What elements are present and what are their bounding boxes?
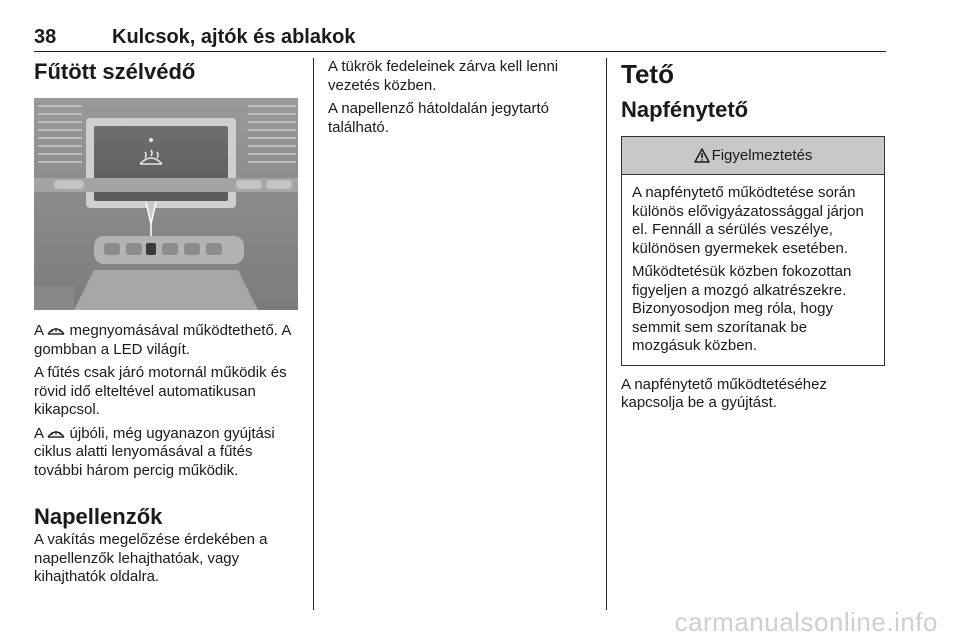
column-divider — [606, 58, 607, 610]
windscreen-defrost-icon — [47, 429, 65, 439]
warning-box — [621, 136, 885, 366]
paragraph-ticket-holder: A napellenző hátoldalán jegytartó található. — [328, 100, 550, 136]
dashboard-illustration — [34, 98, 298, 310]
windscreen-defrost-icon — [47, 326, 65, 336]
middle-column — [328, 58, 590, 142]
paragraph-sunroof-ignition: A napfénytető működtetéséhez kapcsolja be a gyújtást. — [621, 375, 827, 411]
warning-triangle-icon — [694, 148, 710, 163]
page-number: 38 — [34, 26, 57, 48]
watermark: carmanualsonline.info — [674, 607, 938, 637]
column-divider — [313, 58, 314, 610]
warning-label: Figyelmeztetés — [711, 147, 813, 164]
left-column — [34, 58, 300, 592]
paragraph-defrost-auto-off: A fűtés csak járó motornál működik és rövid idő elteltével automatikusan kikapcsol. — [34, 364, 287, 418]
right-column — [621, 58, 886, 418]
paragraph-sun-visors: A vakítás megelőzése érdekében a napellenzők lehajthatóak, vagy kihajthatók oldalra. — [34, 531, 268, 585]
chapter-title: Kulcsok, ajtók és ablakok — [112, 26, 356, 48]
subsection-heading-sunroof: Napfénytető — [621, 97, 749, 122]
warning-paragraph-caution: A napfénytető működtetése során különös elővigyázatossággal járjon el. Fennáll a sérülés veszélye, különösen gyermekek esetében. — [632, 184, 864, 257]
paragraph-mirror-covers: A tükrök fedeleinek zárva kell lenni vezetés közben. — [328, 58, 559, 94]
section-heading-sun-visors: Napellenzők — [34, 504, 163, 529]
paragraph-defrost-operation: A megnyomásával működtethető. A gombban a LED világít. — [34, 322, 291, 358]
paragraph-defrost-repeat: A újbóli, még ugyanazon gyújtási ciklus alatti lenyomásával a fűtés további három percig működik. — [34, 424, 275, 479]
section-heading-roof: Tető — [621, 59, 674, 89]
page-header — [34, 26, 886, 52]
section-heading-heated-windscreen: Fűtött szélvédő — [34, 59, 196, 84]
warning-paragraph-moving-parts: Működtetésük közben fokozottan figyeljen a mozgó alkatrészekre. Bizonyosodjon meg róla, hogy semmit sem szorítanak be mozgásuk közben. — [632, 263, 852, 354]
warning-header — [622, 137, 884, 175]
